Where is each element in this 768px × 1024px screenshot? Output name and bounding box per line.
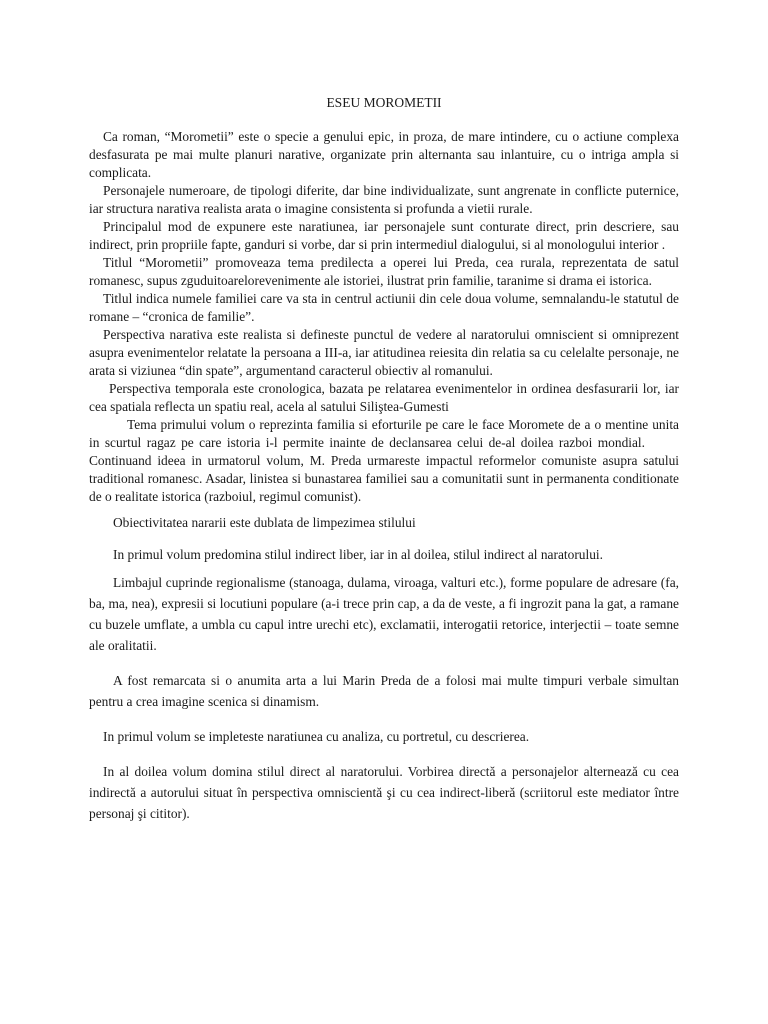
paragraph-tema-volum-1: Tema primului volum o reprezinta familia si eforturile pe care le face Moromete de a o mentine unita in scurtul ragaz pe care istoria i-l permite inainte de declansarea celui de-al doilea razboi mondial.: [89, 417, 679, 450]
paragraph-personaje: Personajele numeroare, de tipologi diferite, dar bine individualizate, sunt angrenate in conflicte puternice, iar structura narativa realista arata o imagine consistenta si profunda a vietii rurale.: [89, 183, 679, 216]
paragraph-limbajul: Limbajul cuprinde regionalisme (stanoaga, dulama, viroaga, valturi etc.), forme populare de adresare (fa, ba, ma, nea), expresii si locutiuni populare (a-i trece prin cap, a da de veste, a fi ingrozit pana la gat, a ramane cu buzele umflate, a umbla cu capul intre urechi etc), exclamatii, interogatii retorice, interjectii – toate semne ale oralitatii.: [89, 575, 679, 653]
paragraph-stil-volume: In primul volum predomina stilul indirect liber, iar in al doilea, stilul indirect al naratorului.: [113, 547, 603, 562]
paragraph-perspectiva-narativa: Perspectiva narativa este realista si defineste punctul de vedere al naratorului omniscient si omniprezent asupra evenimentelor relatate la persoana a III-a, iar atitudinea reiesita din relatia sa cu celelalte personaje, ne arata si viziunea “din spate”, argumentand caracterul obiectiv al romanului.: [89, 327, 679, 378]
paragraph-primul-volum: In primul volum se impleteste naratiunea cu analiza, cu portretul, cu descrierea.: [103, 729, 530, 744]
paragraph-arta-preda: A fost remarcata si o anumita arta a lui Marin Preda de a folosi mai multe timpuri verbale simultan pentru a crea imagine scenica si dinamism.: [89, 673, 679, 709]
paragraph-tema-volum-2: Continuand ideea in urmatorul volum, M. Preda urmareste impactul reformelor comuniste asupra satului traditional romanesc. Asadar, linistea si bunastarea familiei sau a comunitatii sunt in permanenta conditionate de o realitate istorica (razboiul, regimul comunist).: [89, 453, 679, 504]
paragraph-tema-volume: [89, 416, 679, 506]
paragraph-titlul-familie: Titlul indica numele familiei care va sta in centrul actiunii din cele doua volume, semnalandu-le statutul de romane – “cronica de familie”.: [89, 291, 679, 324]
paragraph-titlul-tema: Titlul “Morometii” promoveaza tema predilecta a operei lui Preda, cea rurala, reprezentata de satul romanesc, supus zguduitoarelorevenimente ale istoriei, ilustrat prin familie, taranime si drama ei istorica.: [89, 255, 679, 288]
document-title: ESEU MOROMETII: [326, 95, 442, 110]
paragraph-perspectiva-temporala: Perspectiva temporala este cronologica, bazata pe relatarea evenimentelor in ordinea desfasurarii lor, iar cea spatiala reflecta un spatiu real, acela al satului Siliştea-Gumesti: [89, 381, 679, 414]
document-body: [89, 128, 679, 824]
paragraph-obiectivitate: Obiectivitatea nararii este dublata de limpezimea stilului: [113, 515, 416, 530]
paragraph-mod-expunere: Principalul mod de expunere este naratiunea, iar personajele sunt conturate direct, prin descriere, sau indirect, prin propriile fapte, ganduri si vorbe, dar si prin intermediul dialogului, si al monologului interior .: [89, 219, 679, 252]
paragraph-al-doilea-volum: In al doilea volum domina stilul direct al naratorului. Vorbirea directă a personajelor alternează cu cea indirectă a autorului situat în perspectiva omniscientă şi cu cea indirect-liberă (scriitorul este mediator între personaj şi cititor).: [89, 764, 679, 821]
paragraph-roman: Ca roman, “Morometii” este o specie a genului epic, in proza, de mare intindere, cu o actiune complexa desfasurata pe mai multe planuri narative, organizate prin alternanta sau inlantuire, cu o intriga ampla si complicata.: [89, 129, 679, 180]
